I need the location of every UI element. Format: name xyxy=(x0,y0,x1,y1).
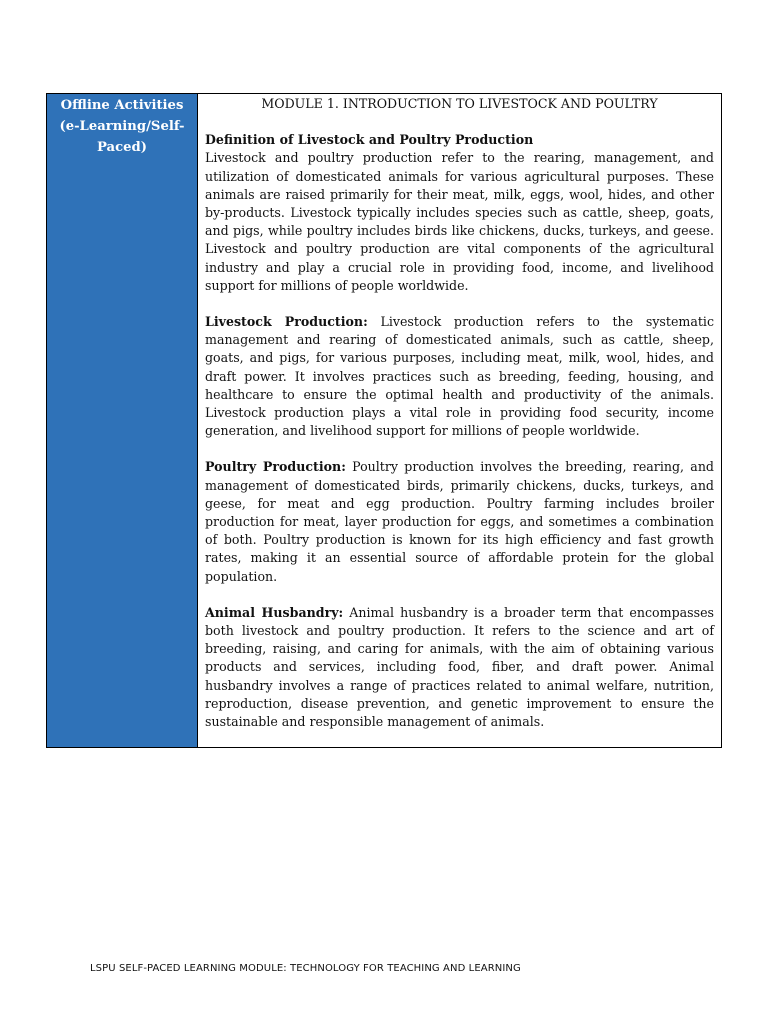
livestock-text: Livestock production refers to the systematic management and rearing of domesticated animals, such as cattle, sheep, goats, and pigs, for various purposes, including meat, milk, wool, hides, and draft power. It involves practices such as breeding, feeding, housing, and healthcare to ensure the optimal health and productivity of the animals. Livestock production plays a vital role in providing food security, income generation, and livelihood support for millions of people worldwide. xyxy=(205,314,714,439)
page-footer: LSPU SELF-PACED LEARNING MODULE: TECHNOLOGY FOR TEACHING AND LEARNING xyxy=(90,963,521,974)
activity-type-cell xyxy=(47,94,198,747)
poultry-label: Poultry Production: xyxy=(205,459,346,475)
definition-heading: Definition of Livestock and Poultry Production xyxy=(205,132,534,148)
livestock-label: Livestock Production: xyxy=(205,314,368,330)
module-table xyxy=(46,93,722,748)
husbandry-text: Animal husbandry is a broader term that encompasses both livestock and poultry production. It refers to the science and art of breeding, raising, and caring for animals, with the aim of obtaining various products and services, including food, fiber, and draft power. Animal husbandry involves a range of practices related to animal welfare, nutrition, reproduction, disease prevention, and genetic improvement to ensure the sustainable and responsible management of animals. xyxy=(205,604,714,730)
poultry-text: Poultry production involves the breeding, rearing, and management of domesticated birds, primarily chickens, ducks, turkeys, and geese, for meat and egg production. Poultry farming includes broiler production for meat, layer production for eggs, and sometimes a combination of both. Poultry production is known for its high efficiency and fast growth rates, making it an essential source of affordable protein for the global population. xyxy=(205,459,714,584)
definition-paragraph: Livestock and poultry production refer to the rearing, management, and utilization of domesticated animals for various agricultural purposes. These animals are raised primarily for their meat, milk, eggs, wool, hides, and other by-products. Livestock typically includes species such as cattle, sheep, goats, and pigs, while poultry includes birds like chickens, ducks, turkeys, and geese. Livestock and poultry production are vital components of the agricultural industry and play a crucial role in providing food, income, and livelihood support for millions of people worldwide. xyxy=(205,150,714,293)
activity-type-title: Offline Activities (e-Learning/Self-Paced) xyxy=(59,98,185,155)
livestock-paragraph xyxy=(205,313,714,440)
husbandry-label: Animal Husbandry: xyxy=(205,604,344,620)
poultry-paragraph xyxy=(205,458,714,585)
husbandry-paragraph xyxy=(205,604,714,731)
module-content-cell xyxy=(198,94,721,747)
module-heading: MODULE 1. INTRODUCTION TO LIVESTOCK AND POULTRY xyxy=(261,96,658,111)
